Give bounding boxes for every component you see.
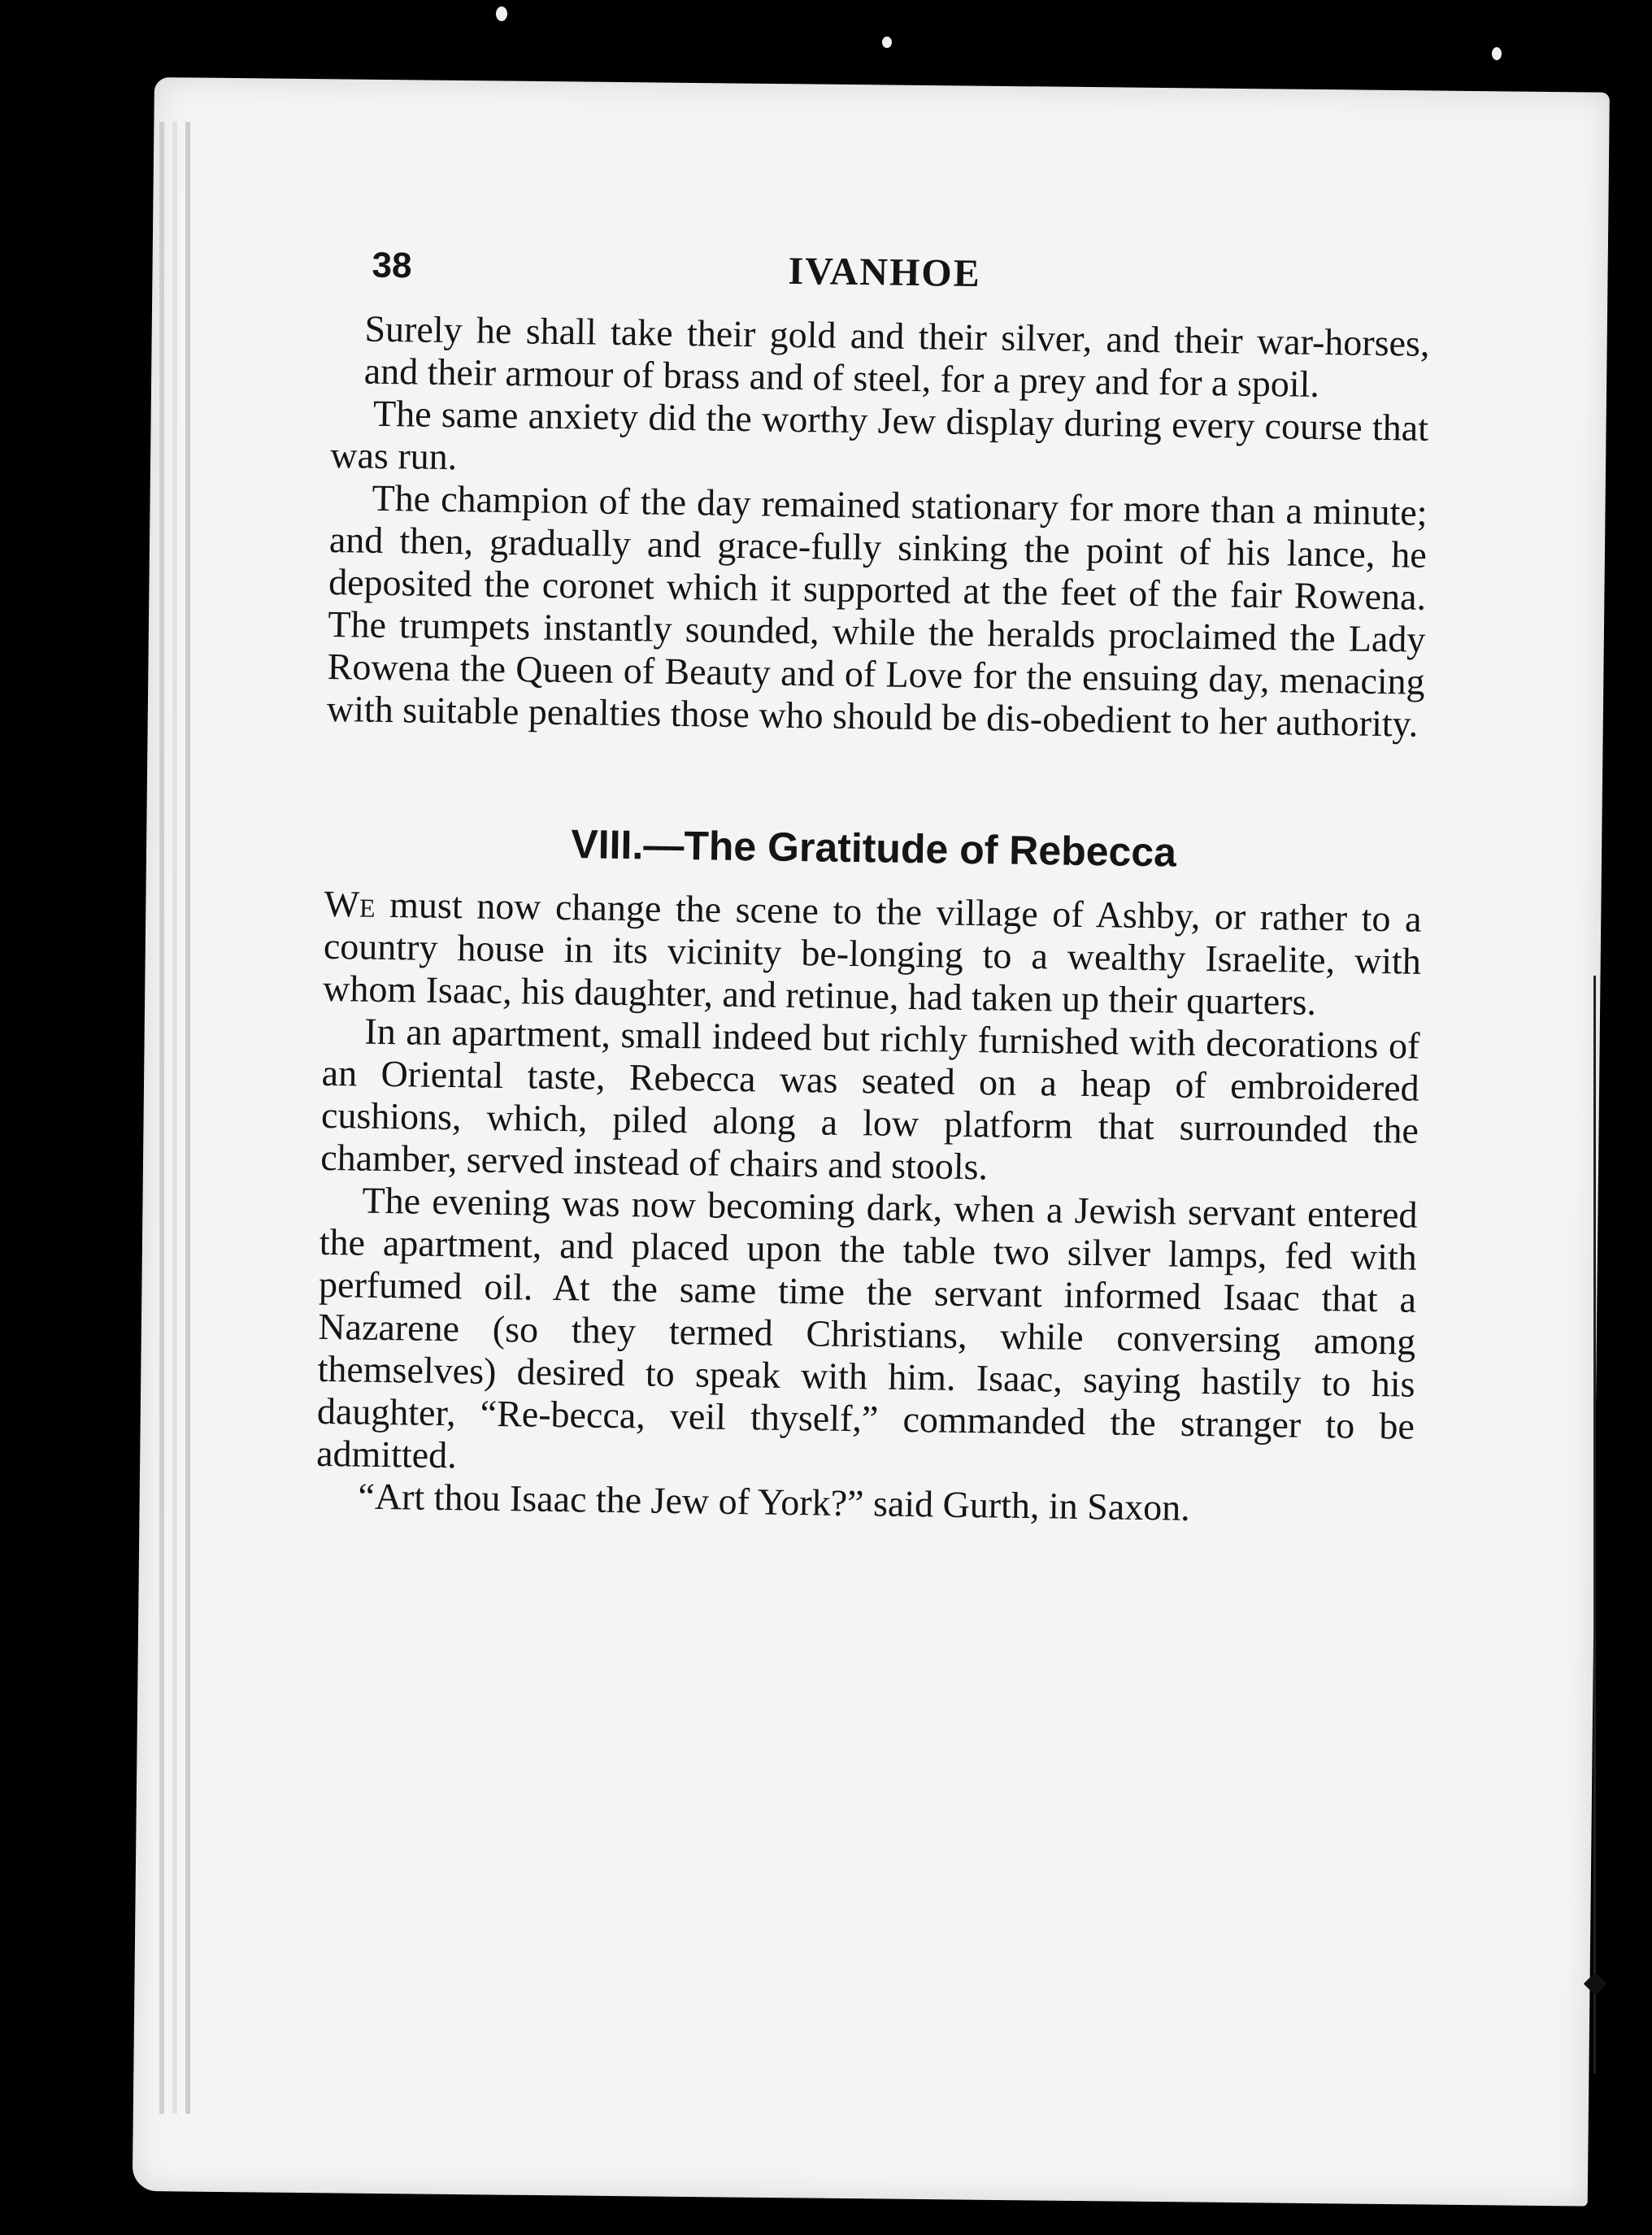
page-text (315, 244, 1431, 1533)
paragraph: The champion of the day remained stationary for more than a minute; and then, gradually and grace-fully sinking the point of his lance, he deposited the coronet which it supported at the feet of the fair Rowena. The trumpets instantly sounded, while the heralds proclaimed the Lady Rowena the Queen of Beauty and of Love for the ensuing day, menacing with suitable penalties those who should be dis-obedient to her authority. (326, 476, 1428, 745)
paragraph: The evening was now becoming dark, when a Jewish servant entered the apartment, and placed upon the table two silver lamps, fed with perfumed oil. At the same time the servant informed Isaac that a Nazarene (so they termed Christians, while conversing among themselves) desired to speak with him. Isaac, saying hastily to his daughter, “Re-becca, veil thyself,” commanded the stranger to be admitted. (315, 1179, 1418, 1476)
page-number: 38 (372, 245, 412, 286)
dust-speck (1492, 47, 1502, 60)
page-edge-line (159, 122, 164, 2114)
chapter-opening-paragraph (323, 883, 1422, 1025)
paragraph: The same anxiety did the worthy Jew display during every course that was run. (330, 392, 1429, 478)
paragraph: “Art thou Isaac the Jew of York?” said Gurth, in Saxon. (358, 1475, 1191, 1528)
opening-word: We (324, 882, 376, 925)
chapter-heading: VIII.—The Gratitude of Rebecca (571, 821, 1177, 876)
opening-text: must now change the scene to the village of Ashby, or rather to a country house in its vicinity be-longing to a wealthy Israelite, with whom Isaac, his daughter, and retinue, had taken up their quarters. (322, 883, 1422, 1023)
binding-shadow (1593, 976, 1596, 2073)
page-edge-line (172, 122, 177, 2114)
paragraph: In an apartment, small indeed but richly furnished with decorations of an Oriental taste, Rebecca was seated on a heap of embroidered cushions, which, piled along a low platform that surrounded the chamber, served instead of chairs and stools. (320, 1010, 1420, 1188)
dust-speck (496, 7, 507, 21)
paragraph: Surely he shall take their gold and their silver, and their war-horses, and their armour of brass and of steel, for a prey and for a spoil. (363, 307, 1430, 405)
dust-speck (882, 37, 892, 48)
page-edge-line (185, 122, 190, 2114)
running-title: IVANHOE (788, 249, 982, 296)
